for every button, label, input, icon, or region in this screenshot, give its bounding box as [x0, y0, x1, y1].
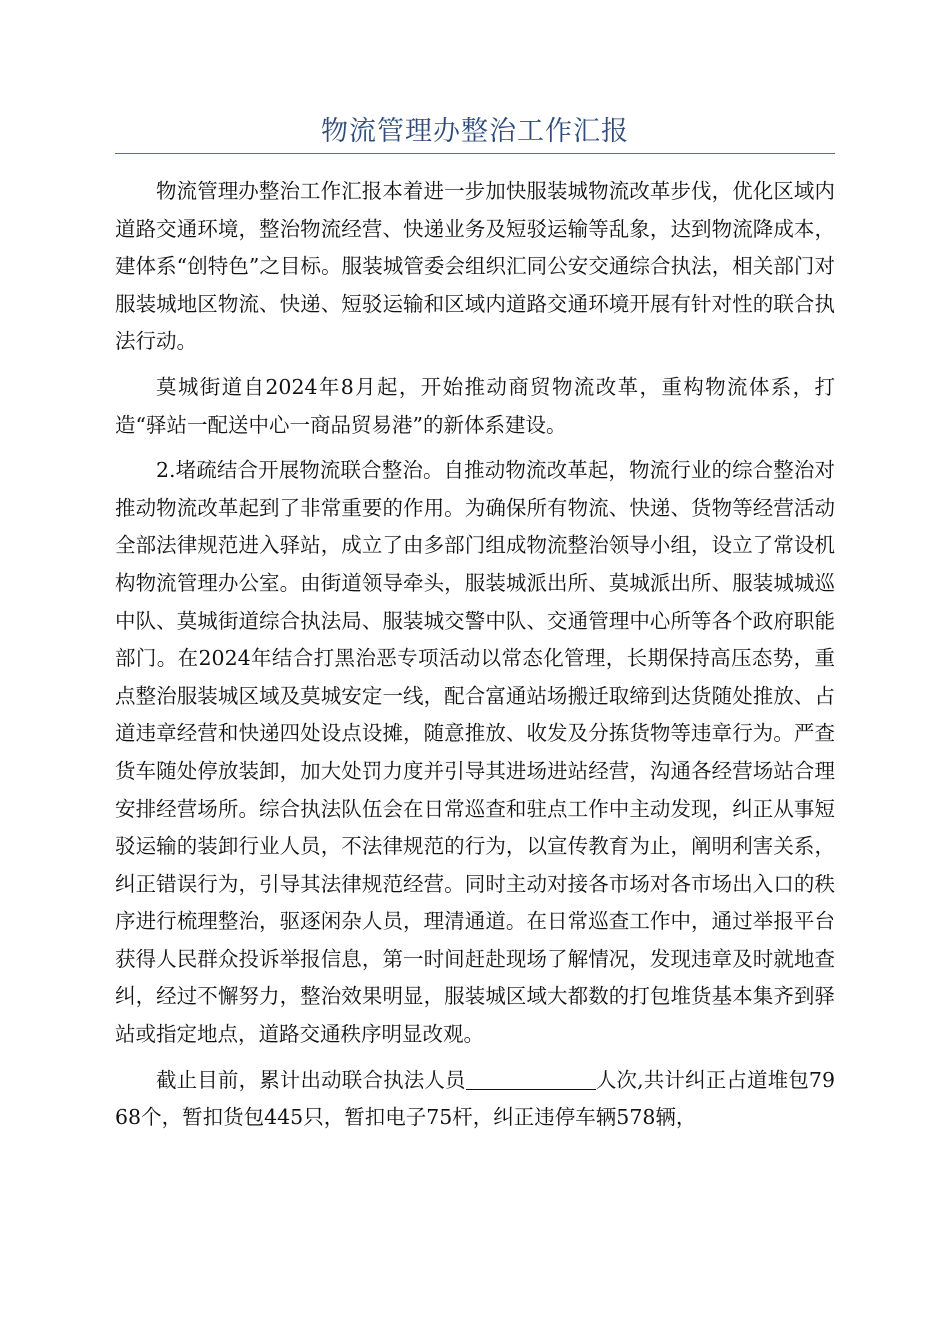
statistics-text-start: 截止目前，累计出动联合执法人员: [156, 1067, 466, 1092]
paragraph-intro: 物流管理办整治工作汇报本着进一步加快服装城物流改革步伐，优化区域内道路交通环境，整治物流经营、快递业务及短驳运输等乱象，达到物流降成本，建体系“创特色”之目标。服装城管委会组织汇同公安交通综合执法，相关部门对服装城地区物流、快递、短驳运输和区域内道路交通环境开展有针对性的联合执法行动。: [115, 179, 835, 354]
paragraph-rectification: 2.堵疏结合开展物流联合整治。自推动物流改革起，物流行业的综合整治对推动物流改革起到了非常重要的作用。为确保所有物流、快递、货物等经营活动全部法律规范进入驿站，成立了由多部门组成物流整治领导小组，设立了常设机构物流管理办公室。由街道领导牵头，服装城派出所、莫城派出所、服装城城巡中队、莫城街道综合执法局、服装城交警中队、交通管理中心所等各个政府职能部门。在2024年结合打黑治恶专项活动以常态化管理，长期保持高压态势，重点整治服装城区域及莫城安定一线，配合富通站场搬迁取缔到达货随处推放、占道违章经营和快递四处设点设摊，随意推放、收发及分拣货物等违章行为。严查货车随处停放装卸，加大处罚力度并引导其进场进站经营，沟通各经营场站合理安排经营场所。综合执法队伍会在日常巡查和驻点工作中主动发现，纠正从事短驳运输的装卸行业人员，不法律规范的行为，以宣传教育为止，阐明利害关系，纠正错误行为，引导其法律规范经营。同时主动对接各市场对各市场出入口的秩序进行梳理整治，驱逐闲杂人员，理清通道。在日常巡查工作中，通过举报平台获得人民群众投诉举报信息，第一时间赶赴现场了解情况，发现违章及时就地查纠，经过不懈努力，整治效果明显，服装城区域大都数的打包堆货基本集齐到驿站或指定地点，道路交通秩序明显改观。: [115, 458, 835, 1047]
statistics-text-end: 人次,共计纠正占道堆包7968个，暂扣货包445只，暂扣电子75杆，纠正违停车辆578辆，: [115, 1067, 836, 1130]
title-divider: [115, 153, 835, 154]
paragraph-statistics: [115, 1062, 835, 1137]
paragraph-reform: 莫城街道自2024年8月起，开始推动商贸物流改革，重构物流体系，打造“驿站一配送中心一商品贸易港”的新体系建设。: [115, 374, 835, 437]
document-title: 物流管理办整治工作汇报: [321, 116, 629, 147]
fill-in-blank: [466, 1068, 596, 1090]
document-body: [115, 173, 835, 1145]
